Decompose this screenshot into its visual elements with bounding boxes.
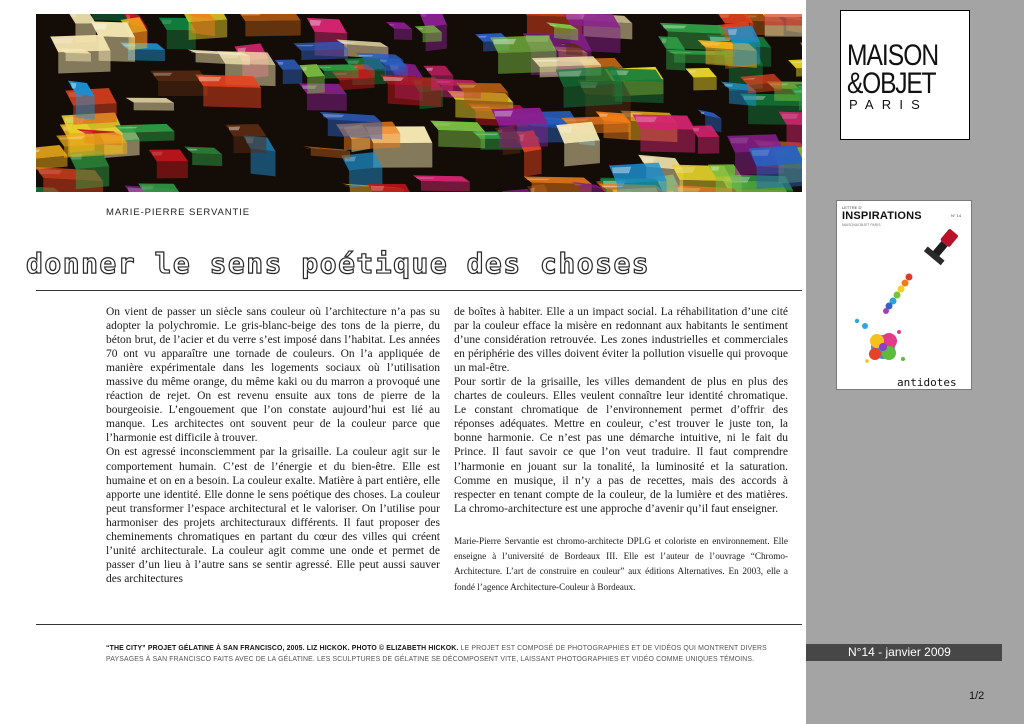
gelatin-block: [632, 114, 695, 152]
gelatin-block: [195, 75, 261, 109]
gelatin-block: [413, 175, 470, 191]
gelatin-city-image: [36, 14, 802, 192]
magazine-title: INSPIRATIONS: [842, 210, 922, 222]
caption-text: LE PROJET EST COMPOSÉ DE PHOTOGRAPHIES ET DE VIDÉOS QUI MONTRENT DIVERS PAYSAGES À SAN FRANCISCO FAITS AVEC DE LA GÉLATINE. LES SCULPTURES DE GÉLATINE SE DÉCOMPOSENT VITE, LAISSANT PHOTOGRAPHIES ET VIDÉO COMME UNIQUES TÉMOINS.: [106, 645, 767, 663]
gelatin-block: [430, 121, 485, 149]
gelatin-block: [237, 14, 300, 36]
text-column-left: [106, 305, 440, 586]
photo-caption: [106, 644, 786, 665]
magazine-theme-word: antidotes: [897, 376, 957, 389]
gelatin-block: [293, 42, 348, 60]
paragraph: On est agressé inconsciemment par la grisaille. La couleur agit sur le comportement humain. C’est de l’énergie et du bien-être. Elle est humaine et on en a besoin. La couleur exalte. Matière à part entière, elle apporte une identité. Elle donne le sens poétique des choses. La couleur peut transformer l’espace architectural et le valoriser. On l’utilise pour harmoniser des projets architecturaux différents. Il faut proposer des cheminements chromatiques en partant du cœur des villes qui créent l’unité architecturale. La couleur agit comme une onde et permet de passer d’un lieu à l’autre sans se sentir agressé. Elle peut aussi sauver des architectures: [106, 446, 440, 585]
gelatin-block: [56, 132, 127, 158]
headline-divider: [36, 290, 802, 291]
issue-bar: N°14 - janvier 2009: [806, 644, 1002, 661]
logo-line-2: &OBJET: [847, 67, 936, 100]
author-bio: Marie-Pierre Servantie est chromo-architecte DPLG et coloriste en environnement. Elle enseigne à l’université de Bordeaux III. Elle est l’auteur de l’ouvrage “Chromo-Architecture. L’art de construire en couleur” aux éditions Alternatives. En 2003, elle a fondé l’agence Architecture-Couleur à Bordeaux.: [454, 535, 788, 592]
magazine-kicker: LETTRE D’: [842, 205, 863, 210]
page-number: 1/2: [969, 690, 985, 702]
logo-line-3: PARIS: [849, 97, 929, 112]
paragraph: Pour sortir de la grisaille, les villes demandent de plus en plus des chartes de couleurs. Elles veulent connaître leur identité chromatique. Le constant chromatique de l’environnement permet d’offrir des réponses adéquates. Mettre en couleur, c’est trouver le juste ton, la bonne harmonie. Ce n’est pas une démarche intuitive, ni le fait du Prince. Il faut savoir ce que l’on veut traduire. Il faut comprendre l’harmonie en jouant sur la tonalité, la luminosité et la saturation. Comme en musique, il n’y a pas de recettes, mais des accords à respecter en tenant compte de la couleur, de la lumière et des matières. La chromo-architecture est une approche d’avenir qu’il faut enseigner.: [454, 376, 788, 515]
gelatin-block: [749, 145, 802, 189]
gelatin-block: [556, 66, 623, 108]
article-headline: donner le sens poétique des choses: [26, 247, 651, 280]
gelatin-block: [491, 108, 548, 148]
paragraph: de boîtes à habiter. Elle a un impact social. La réhabilitation d’une cité par la couleur efface la misère en redonnant aux habitants le sentiment d’une considération retrouvée. Les zones industrielles et commerciales en périphérie des villes doivent éviter la pollution visuelle qui provoque un mal-être.: [454, 306, 788, 375]
paragraph: On vient de passer un siècle sans couleur où l’architecture n’a pas su adopter la polychromie. Le gris-blanc-beige des tons de la pierre, du béton brut, de l’acier et du verre s’est imposé dans l’habitat. Les années 70 ont vu apparaître une tornade de couleurs. On l’a appliquée de manière expérimentale dans les logements sociaux où l’utilisation massive du même orange, du même kaki ou du marron a provoqué une réaction de rejet. On est revenu ensuite aux tons de pierre de la bourgeoisie. L’engouement que l’on constate aujourd’hui est lié au manque. Les architectes ont souvent peur de la couleur parce que l’harmonie est difficile à trouver.: [106, 306, 440, 445]
magazine-subtitle: MAISON&OBJET PARIS: [842, 223, 881, 227]
dropper-illustration-icon: [837, 201, 972, 390]
caption-credit: “THE CITY” PROJET GÉLATINE À SAN FRANCISCO, 2005. LIZ HICKOK. PHOTO © ELIZABETH HICKOK.: [106, 645, 459, 652]
magazine-issue: N° 14: [951, 213, 962, 218]
gelatin-block: [320, 112, 383, 139]
text-column-right: [454, 305, 788, 595]
gelatin-block: [150, 71, 207, 97]
caption-divider: [36, 624, 802, 625]
gelatin-block: [609, 163, 667, 192]
hero-photo: [36, 14, 802, 192]
magazine-cover: [836, 200, 972, 390]
logo-line-1: MAISON: [847, 39, 939, 72]
author-name: MARIE-PIERRE SERVANTIE: [106, 207, 251, 218]
maison-objet-logo: [840, 10, 970, 140]
